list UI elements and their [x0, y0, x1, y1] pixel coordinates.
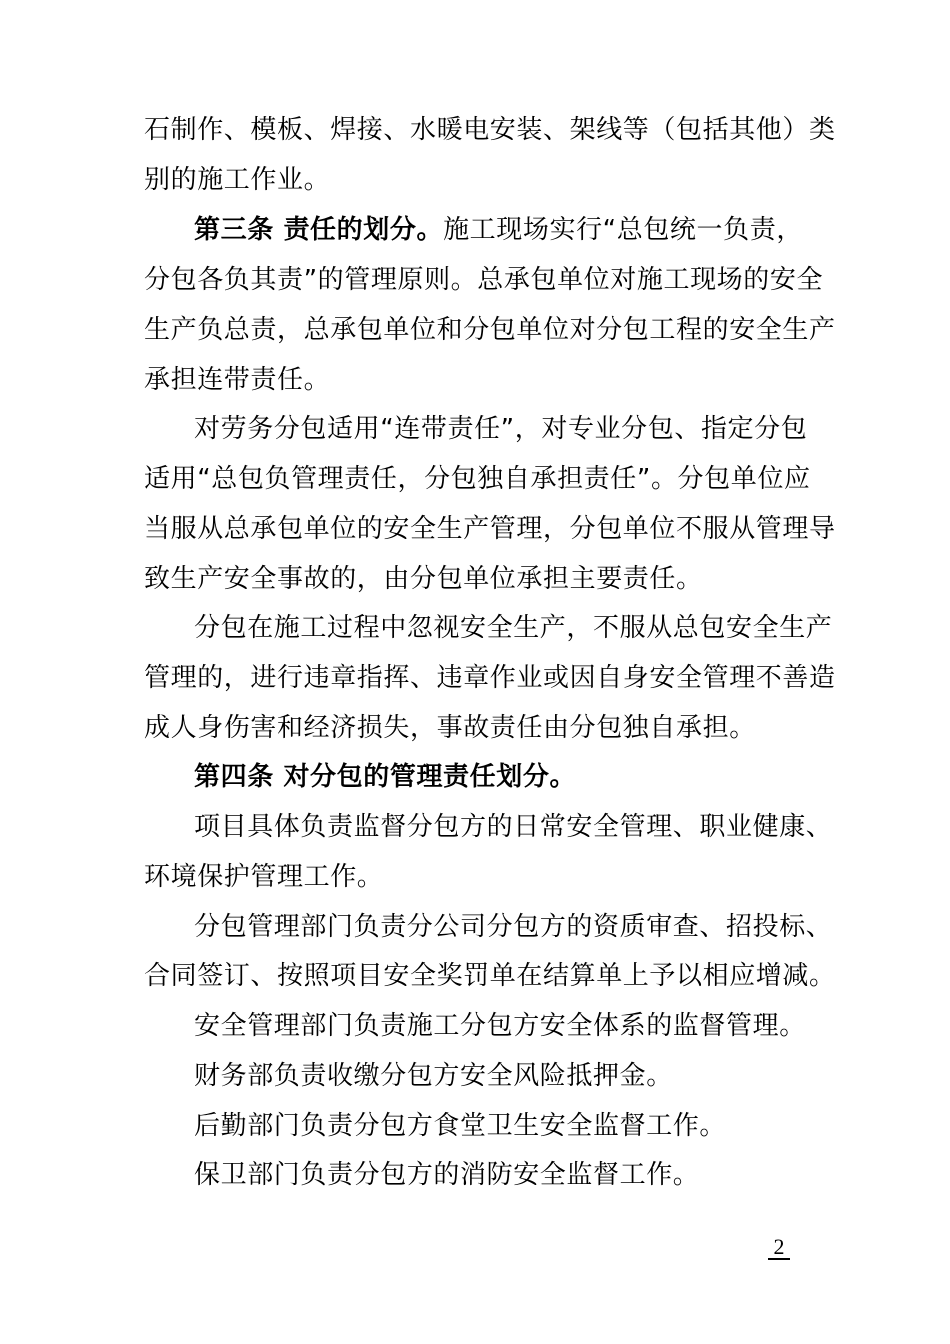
article-three-line: [194, 212, 803, 248]
paragraph-line: 管理的，进行违章指挥、违章作业或因自身安全管理不善造: [144, 663, 836, 693]
paragraph-line: 合同签订、按照项目安全奖罚单在结算单上予以相应增减。: [144, 961, 836, 991]
page-number: [768, 1232, 790, 1262]
paragraph-line: 石制作、模板、焊接、水暖电安装、架线等（包括其他）类: [144, 115, 836, 145]
paragraph-line: 成人身伤害和经济损失，事故责任由分包独自承担。: [144, 713, 756, 743]
paragraph-line: 后勤部门负责分包方食堂卫生安全监督工作。: [194, 1111, 727, 1141]
paragraph-line: 分包各负其责”的管理原则。总承包单位对施工现场的安全: [144, 265, 824, 295]
paragraph-text: 施工现场实行“总包统一负责，: [443, 215, 803, 245]
paragraph-line: 承担连带责任。: [144, 365, 331, 395]
paragraph-line: 对劳务分包适用“连带责任”，对专业分包、指定分包: [194, 414, 808, 444]
paragraph-line: 别的施工作业。: [144, 165, 331, 195]
paragraph-line: 财务部负责收缴分包方安全风险抵押金。: [194, 1061, 673, 1091]
paragraph-line: 生产负总责，总承包单位和分包单位对分包工程的安全生产: [144, 315, 836, 345]
paragraph-line: 适用“总包负管理责任，分包独自承担责任”。分包单位应: [144, 464, 811, 494]
article-four-heading: 第四条 对分包的管理责任划分。: [194, 762, 577, 792]
paragraph-line: 致生产安全事故的，由分包单位承担主要责任。: [144, 564, 703, 594]
paragraph-line: 环境保护管理工作。: [144, 862, 384, 892]
paragraph-line: 安全管理部门负责施工分包方安全体系的监督管理。: [194, 1011, 806, 1041]
article-three-heading: 第三条 责任的划分。: [194, 215, 444, 245]
paragraph-line: 保卫部门负责分包方的消防安全监督工作。: [194, 1160, 700, 1190]
page-number-value: 2: [773, 1234, 785, 1259]
paragraph-line: 分包在施工过程中忽视安全生产，不服从总包安全生产: [194, 613, 833, 643]
paragraph-line: 当服从总承包单位的安全生产管理，分包单位不服从管理导: [144, 514, 836, 544]
paragraph-line: 项目具体负责监督分包方的日常安全管理、职业健康、: [194, 812, 833, 842]
paragraph-line: 分包管理部门负责分公司分包方的资质审查、招投标、: [194, 912, 833, 942]
